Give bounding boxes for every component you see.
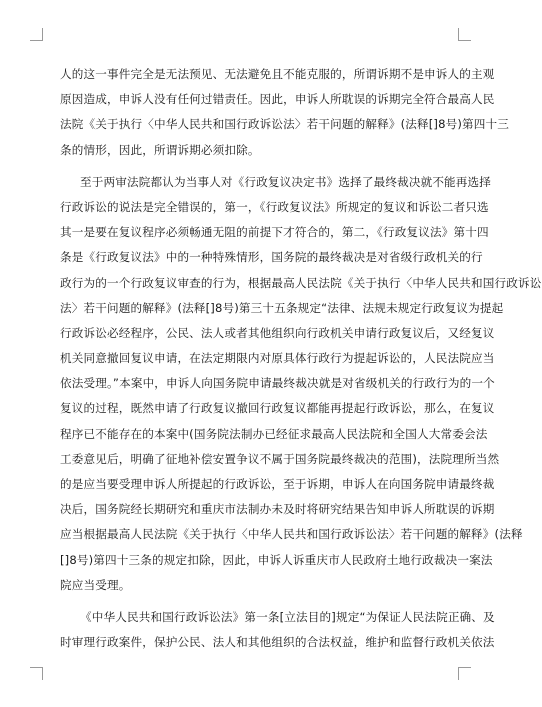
text-line: []8号)第四十三条的规定扣除，因此，申诉人诉重庆市人民政府土地行政裁决一案法 <box>60 552 493 567</box>
text-line: 其一是要在复议程序必须畅通无阻的前提下才符合的，第二，《行政复议法》第十四 <box>60 225 489 240</box>
paragraph-start-line: 至于两审法院都认为当事人对《行政复议决定书》选择了最终裁决就不能再选择 <box>80 174 492 189</box>
crop-mark-top-left <box>30 28 43 41</box>
text-line: 行政诉讼的说法是完全错误的，第一，《行政复议法》所规定的复议和诉讼二者只选 <box>60 199 489 214</box>
text-line: 时审理行政案件，保护公民、法人和其他组织的合法权益，维护和监督行政机关依法 <box>60 635 495 650</box>
text-line: 人的这一事件完全是无法预见、无法避免且不能克服的，所谓诉期不是申诉人的主观 <box>60 67 495 81</box>
crop-mark-bottom-left <box>30 667 43 680</box>
text-line: 法院《关于执行〈中华人民共和国行政诉讼法〉若干问题的解释》(法释[]8号)第四十三 <box>60 117 509 132</box>
text-line: 政行为的一个行政复议审查的行为，根据最高人民法院《关于执行〈中华人民共和国行政诉讼 <box>60 275 542 290</box>
crop-mark-top-right <box>458 28 471 41</box>
text-line: 决后，国务院经长期研究和重庆市法制办未及时将研究结果告知申诉人所耽误的诉期 <box>60 502 495 517</box>
text-line: 院应当受理。 <box>60 577 131 592</box>
text-line: 程序已不能存在的本案中(国务院法制办已经征求最高人民法院和全国人大常委会法 <box>60 426 488 441</box>
text-line: 工委意见后，明确了征地补偿安置争议不属于国务院最终裁决的范围)，法院理所当然 <box>60 451 500 466</box>
text-line: 原因造成，申诉人没有任何过错责任。因此，申诉人所耽误的诉期完全符合最高人民 <box>60 92 495 107</box>
text-line: 条是《行政复议法》中的一种特殊情形，国务院的最终裁决是对省级行政机关的行 <box>60 250 483 265</box>
text-line: 行政诉讼必经程序，公民、法人或者其他组织向行政机关申请行政复议后，又经复议 <box>60 325 495 340</box>
text-line: 机关同意撤回复议申请，在法定期限内对原具体行政行为提起诉讼的，人民法院应当 <box>60 351 495 366</box>
text-line: 条的情形，因此，所谓诉期必须扣除。 <box>60 142 260 157</box>
crop-mark-bottom-right <box>458 667 471 680</box>
text-line: 的是应当要受理申诉人所提起的行政诉讼，至于诉期，申诉人在向国务院申请最终裁 <box>60 477 495 491</box>
document-body <box>60 62 542 655</box>
text-line: 法〉若干问题的解释》(法释[]8号)第三十五条规定“法律、法规未规定行政复议为提起 <box>60 300 504 315</box>
text-line: 应当根据最高人民法院《关于执行〈中华人民共和国行政诉讼法〉若干问题的解释》(法释 <box>60 527 523 542</box>
text-line: 依法受理。”本案中，申诉人向国务院申请最终裁决就是对省级机关的行政行为的一个 <box>60 376 495 391</box>
text-line: 复议的过程，既然申请了行政复议撤回行政复议都能再提起行政诉讼，那么，在复议 <box>60 401 495 416</box>
paragraph-start-line: 《中华人民共和国行政诉讼法》第一条[立法目的]规定“为保证人民法院正确、及 <box>80 609 495 624</box>
